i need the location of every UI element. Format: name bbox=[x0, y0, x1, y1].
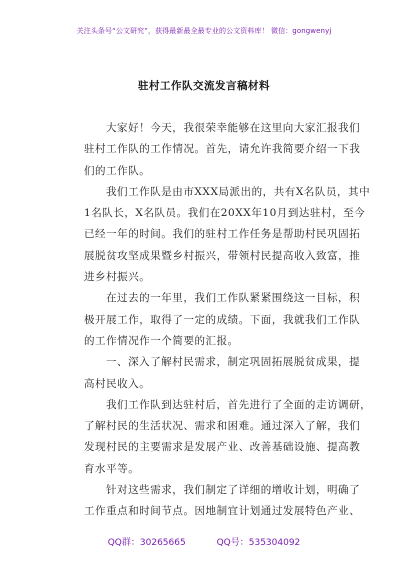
body-line: 发现村民的主要需求是发展产业、改善基础设施、提高教 bbox=[84, 441, 361, 454]
body-line: 我们工作队到达驻村后，首先进行了全面的走访调研， bbox=[106, 398, 372, 411]
body-line: 已经一年的时间。我们的驻村工作任务是帮助村民巩固拓 bbox=[84, 228, 361, 241]
footer-qq-number: QQ号：535304092 bbox=[216, 538, 301, 548]
body-line: 大家好！今天，我很荣幸能够在这里向大家汇报我们 bbox=[106, 122, 361, 134]
body-line: 工作重点和时间节点。因地制宜计划通过发展特色产业、 bbox=[84, 505, 361, 518]
footer-contact bbox=[0, 535, 408, 548]
body-line: 进乡村振兴。 bbox=[84, 271, 151, 284]
body-line: 极开展工作，取得了一定的成绩。下面，我就我们工作队 bbox=[84, 313, 361, 326]
body-line: 育水平等。 bbox=[84, 462, 140, 475]
body-line: 展脱贫攻坚成果暨乡村振兴，带领村民提高收入致富，推 bbox=[84, 249, 361, 262]
body-line: 我们工作队是由市XXX局派出的，共有X名队员，其中 bbox=[106, 185, 371, 198]
body-line: 针对这些需求，我们制定了详细的增收计划，明确了 bbox=[106, 484, 361, 497]
body-line: 了解村民的生活状况、需求和困难。通过深入了解，我们 bbox=[84, 420, 361, 433]
body-line: 1名队长，X名队员。我们在20XX年10月到达驻村，至今 bbox=[84, 207, 366, 220]
document-body bbox=[84, 118, 372, 523]
body-line: 的工作情况作一个简要的汇报。 bbox=[84, 334, 239, 347]
body-line: 高村民收入。 bbox=[84, 377, 151, 390]
body-line: 们的工作队。 bbox=[84, 164, 151, 177]
document-title: 驻村工作队交流发言稿材料 bbox=[138, 80, 270, 92]
body-line: 在过去的一年里，我们工作队紧紧围绕这一目标，积 bbox=[106, 292, 361, 305]
header-banner: 关注头条号“公文研究”，获得最新最全最专业的公文资料库！ 微信：gongwenyj bbox=[76, 27, 332, 35]
body-line: 驻村工作队的工作情况。首先，请允许我简要介绍一下我 bbox=[84, 143, 361, 156]
body-line: 一、深入了解村民需求，制定巩固拓展脱贫成果，提 bbox=[106, 356, 361, 369]
footer-qq-group: QQ群：30265665 bbox=[107, 538, 186, 548]
